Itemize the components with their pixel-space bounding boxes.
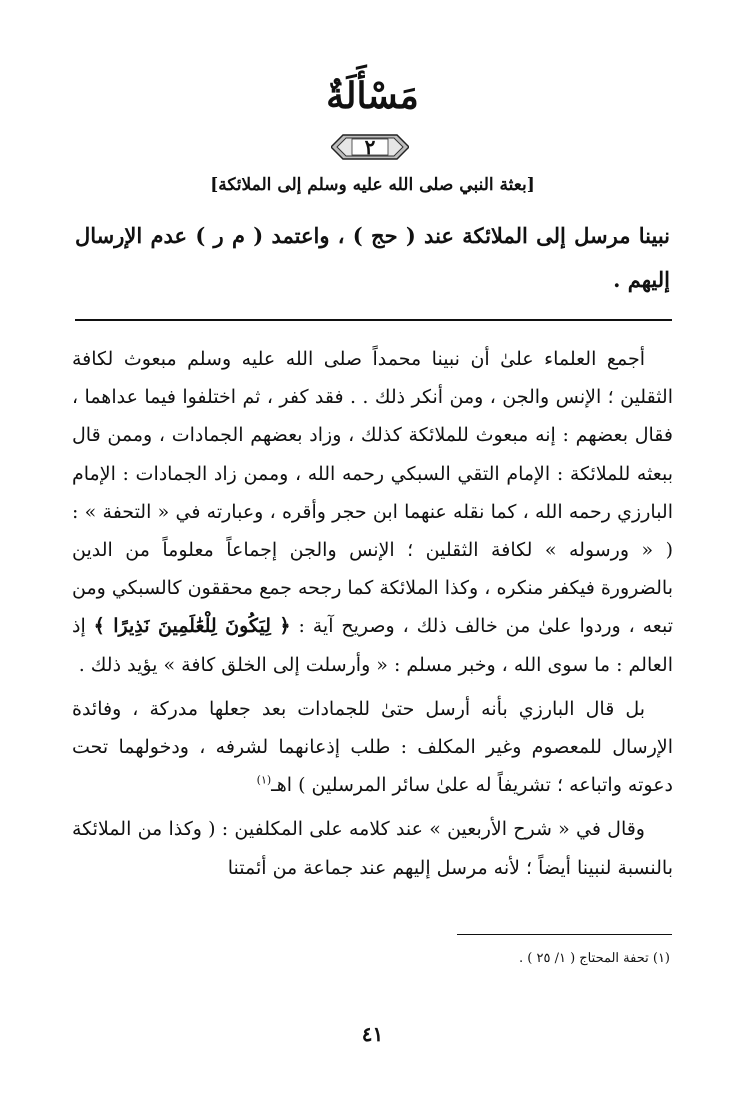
paragraph-1 — [72, 340, 673, 684]
number-ornament — [331, 132, 409, 162]
body-text — [72, 340, 673, 893]
paragraph-3: وقال في « شرح الأربعين » عند كلامه على المكلفين : ( وكذا من الملائكة بالنسبة لنبينا أيضاً ؛ لأنه مرسل إليهم عند جماعة من أئمتنا — [72, 818, 673, 879]
paragraph-2-text: بل قال البارزي بأنه أرسل حتىٰ للجمادات بعد جعلها مدركة ، وفائدة الإرسال للمعصوم وغير المكلف : طلب إذعانهما لشرفه ، ودخولهما تحت دعوته واتباعه ؛ تشريفاً له علىٰ سائر المرسلين ) اهـ — [72, 697, 673, 797]
quran-verse: ﴿ لِيَكُونَ لِلْعَٰلَمِينَ نَذِيرًا ﴾ — [93, 615, 291, 638]
section-heading-word: مَسْأَلَةٌ — [326, 75, 419, 117]
paragraph-2 — [72, 690, 673, 805]
ruling-statement: نبينا مرسل إلى الملائكة عند ( حج ) ، واعتمد ( م ر ) عدم الإرسال إليهم . — [75, 223, 670, 292]
footnote: (١) تحفة المحتاج ( ١/ ٢٥ ) . — [519, 951, 670, 966]
issue-number: ٢ — [364, 135, 376, 159]
paragraph-1-continuation: إذ العالم : ما سوى الله ، وخبر مسلم : « وأرسلت إلى الخلق كافة » يؤيد ذلك . — [72, 615, 673, 676]
paragraph-1-text: أجمع العلماء علىٰ أن نبينا محمداً صلى الله عليه وسلم مبعوث لكافة الثقلين ؛ الإنس والجن ، ومن أنكر ذلك . . فقد كفر ، ثم اختلفوا فيما عداهما ، فقال بعضهم : إنه مبعوث للملائكة كذلك ، وزاد بعضهم الجمادات ، وممن قال ببعثه للملائكة : الإمام التقي السبكي رحمه الله ، وممن زاد الجمادات : الإمام البارزي رحمه الله ، كما نقله عنهما ابن حجر وأقره ، وعبارته في « التحفة » : ( « ورسوله » لكافة الثقلين ؛ الإنس والجن إجماعاً معلوماً من الدين بالضرورة فيكفر منكره ، وكذا الملائكة كما رجحه جمع محققون كالسبكي ومن تبعه ، وردوا علىٰ من خالف ذلك ، وصريح آية : — [72, 348, 673, 638]
footnote-divider — [457, 934, 672, 935]
divider-line — [75, 319, 672, 321]
section-subtitle: [بعثة النبي صلى الله عليه وسلم إلى الملائكة] — [210, 175, 535, 195]
page-number: ٤١ — [361, 1022, 384, 1046]
footnote-reference[interactable]: (١) — [256, 773, 272, 787]
